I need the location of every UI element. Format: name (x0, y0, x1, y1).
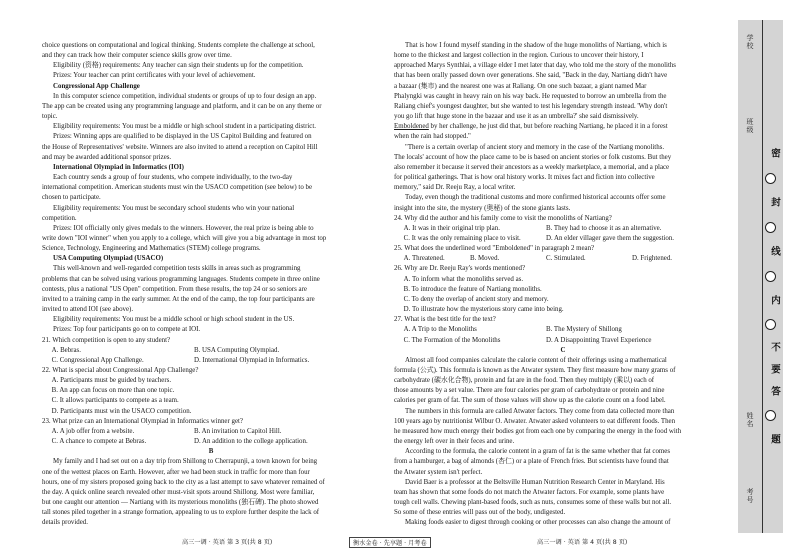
ring-marker (765, 319, 776, 330)
seal-char: 不 (769, 342, 780, 352)
options-row (42, 346, 380, 356)
text-line: Phalyngki was caught in heavy rain on his way back. He requested to borrow an umbrella from the (394, 92, 667, 100)
text-line: the energy left over in their feces and urine. (394, 438, 515, 446)
seal-char: 封 (769, 197, 780, 207)
text-line: and may be awarded additional sponsor prizes. (42, 153, 172, 161)
seal-char: 内 (769, 295, 780, 305)
text-line: This well-known and well-regarded competition tests skills in areas such as programming (53, 265, 301, 273)
text-line: Raliang chief's youngest daughter, but she wanted to test his legendary strength instead. 'Why don't (394, 102, 668, 110)
section-heading: USA Computing Olympiad (USACO) (53, 255, 164, 263)
options-row (394, 234, 732, 244)
option-b: B. They had to choose it as an alternative. (546, 224, 662, 232)
text-line: David Baer is a professor at the Beltsville Human Nutrition Research Center in Maryland. His (405, 478, 665, 486)
option-b: B. To introduce the feature of Nartiang monoliths. (403, 285, 542, 293)
text-line: that has been orally passed down over generations. She said, "Back in the day, Nartiang didn't have (394, 72, 668, 80)
text-line: write down "IOI winner" when you apply to a college, which will give you a big advantage in most top (42, 234, 327, 242)
option-c: C. Stimulated. (546, 255, 586, 263)
text-line: Making foods easier to digest through cooking or other processes can also change the amount of (405, 519, 671, 527)
text-line: one of the wettest places on Earth. However, after we had been stuck in traffic for more than four (42, 468, 310, 476)
ring-marker (765, 222, 776, 233)
text-line: approached Marys Synthlai, a village elder I met later that day, who told me the story of the monoliths (394, 62, 676, 70)
seal-char: 要 (769, 364, 780, 374)
left-column (42, 41, 380, 529)
option-b: B. An app can focus on more than one topic. (51, 387, 175, 395)
text-line: contests, plus a national "US Open" competition. From these results, the top 24 or so seniors are (42, 285, 307, 293)
option-b: B. The Mystery of Shillong (546, 326, 622, 334)
question-26: 26. Why are Dr. Reeju Ray's words mentioned? (394, 265, 526, 273)
text-line: the House of Representatives' website. Winners are also invited to attend a reception on Capitol Hill (42, 143, 318, 151)
question-25: 25. What does the underlined word "Emboldened" in paragraph 2 mean? (394, 245, 595, 253)
text-line: Prizes: Top four participants go on to compete at IOI. (53, 326, 201, 334)
text-line: According to the formula, the calorie content in a gram of fat is the same whether that fat comes (405, 448, 671, 456)
text-line: hours, one of my sisters proposed going back to the city as a last attempt to save whatever remained of (42, 478, 325, 486)
option-b: B. An invitation to Capitol Hill. (194, 427, 282, 435)
text-line: but one caught our attention — Nartiang with its mysterious monoliths (独石碑). The photo showed (42, 499, 319, 507)
text-line: "There is a certain overlap of ancient story and memory in the case of the Nartiang monoliths. (405, 143, 665, 151)
text-line: insight into the site, the mystery (奥秘) of the stone giants lasts. (394, 204, 571, 212)
text-line: tall stones piled together in a strange formation, appealing to us to explore further despite the lack of (42, 509, 320, 517)
options-row (394, 336, 732, 346)
text-line: formula (公式). This formula is known as the Atwater system. They first measure how many grams of (394, 367, 676, 374)
option-a: A. A job offer from a website. (51, 427, 135, 435)
option-a: A. Threatened. (403, 255, 445, 263)
option-c: C. The Formation of the Monoliths (403, 336, 501, 344)
options-row (394, 325, 732, 335)
option-d: D. Frightened. (632, 255, 672, 263)
text-line: Today, even though the traditional customs and more confirmed historical accounts offer some (405, 194, 666, 202)
option-d: D. To illustrate how the mysterious story came into being. (403, 306, 564, 314)
text-line: Almost all food companies calculate the calorie content of their offerings using a mathematical (405, 356, 667, 364)
option-a: A. Bebras. (51, 346, 81, 354)
option-d: D. An elder villager gave them the suggestion. (546, 234, 675, 242)
option-d: D. A Disappointing Travel Experience (546, 336, 652, 344)
text-line: Eligibility (资格) requirements: Any teacher can sign their students up for the competition. (53, 62, 304, 70)
ring-marker (765, 271, 776, 282)
text-line: a bazaar (集市) and the nearest one was at Raliang. On one such bazaar, a giant named Mar (394, 82, 647, 90)
exam-number-field-label: 考号 (746, 488, 754, 504)
text-line: Prizes: Winning apps are qualified to be displayed in the US Capitol Building and featured on (53, 133, 312, 141)
option-d: D. International Olympiad in Informatics. (194, 356, 310, 364)
binding-strip (738, 20, 783, 533)
text-line: 100 years ago by nutritionist Wilbur O. Atwater. Atwater asked volunteers to eat different foods. Then (394, 417, 676, 425)
text-line: home to the thickest and largest collection in the region. Curious to uncover their history, I (394, 52, 644, 60)
text-line: for political gatherings. That is how oral history works. It mixes fact and fiction into collective (394, 174, 655, 182)
text-line: you go lift that huge stone in the bazaar and use it as an umbrella?' she said dismissively. (394, 113, 639, 121)
option-c: C. It was the only remaining place to visit. (403, 234, 521, 242)
text-line: invited to a training camp in the early summer. At the end of the camp, the top four participants are (42, 295, 315, 303)
text-line: Prizes: IOI officially only gives medals to the winners. However, the real prize is being able to (53, 224, 314, 232)
text-line: That is how I found myself standing in the shadow of the huge monoliths of Nartiang, which is (405, 42, 667, 49)
options-row (394, 254, 732, 264)
text-line: chosen to participate. (42, 194, 101, 202)
text-line: problems that can be solved using various programming languages. Students compete in three online (42, 275, 320, 283)
option-b: B. USA Computing Olympiad. (194, 346, 280, 354)
seal-char: 题 (769, 434, 780, 444)
text-line: also remember it because it served their ancestors as a weekly marketplace, a memorial, and a place (394, 163, 670, 171)
option-d: D. Participants must win the USACO competition. (51, 407, 192, 415)
text-line: Science, Technology, Engineering and Mathematics (STEM) college programs. (42, 245, 261, 253)
text-line: international competition. American students must win the USACO competition (see below) to be (42, 184, 313, 192)
text-line: invited to attend IOI (see above). (42, 306, 134, 314)
question-22: 22. What is special about Congressional App Challenge? (42, 367, 199, 374)
text-line: So some of these entries will pass out of the body, undigested. (394, 509, 566, 517)
footer-page-4: 高三一调 · 英语 第 4 页(共 8 页) (537, 539, 628, 546)
option-c: C. It allows participants to compete as a team. (51, 397, 179, 405)
option-b: B. Moved. (470, 255, 500, 263)
text-line: calories per gram of fat. The sum of those values will show up as the calorie count on a food label. (394, 397, 666, 405)
text-line: The app can be created using any programming language and platform, and it can be on any theme or (42, 102, 322, 110)
question-24: 24. Why did the author and his family come to visit the monoliths of Nartiang? (394, 214, 612, 222)
seal-char: 线 (769, 246, 780, 256)
school-field-label: 学校 (746, 34, 754, 50)
section-heading: Congressional App Challenge (53, 82, 140, 90)
option-c: C. Congressional App Challenge. (51, 356, 144, 364)
text-line: topic. (42, 113, 58, 121)
text-line: In this computer science competition, individual students or groups of up to four design an app. (53, 92, 317, 100)
text-line: the day. A quick online search revealed other must-visit spots around Shillong. Most were familiar, (42, 488, 315, 496)
section-label-b: B (208, 448, 214, 456)
seal-char: 答 (769, 386, 780, 396)
text-line: when the rain had stopped." (394, 133, 471, 141)
text-line: and they can track how their computer science skills grow over time. (42, 52, 232, 60)
text-line: My family and I had set out on a day trip from Shillong to Cherrapunji, a town known for being (53, 458, 318, 466)
underlined-word: Emboldened (394, 123, 429, 131)
options-row (42, 356, 380, 366)
seal-line (762, 20, 763, 533)
question-21: 21. Which competition is open to any student? (42, 336, 171, 344)
option-c: C. A chance to compete at Bebras. (51, 438, 147, 446)
text-line: Each country sends a group of four students, who compete individually, to the two-day (53, 174, 293, 182)
text-line: memory," said Dr. Reeju Ray, a local writer. (394, 184, 516, 192)
text-line: tough cell walls. Chewing plant-based foods, such as nuts, consumes some of these walls but not all. (394, 499, 672, 507)
text-line: from a hamburger, a bag of almonds (杏仁) or a plate of French fries. But scientists have found that (394, 458, 669, 466)
question-23: 23. What prize can an International Olympiad in Informatics winner get? (42, 417, 243, 425)
text-line: Prizes: Your teacher can print certificates with your level of achievement. (53, 72, 256, 80)
text-line: details provided. (42, 519, 88, 527)
question-27: 27. What is the best title for the text? (394, 316, 496, 324)
text-line: choice questions on computational and logical thinking. Students complete the challenge at school, (42, 42, 315, 49)
text-line: the Atwater system isn't perfect. (394, 468, 483, 476)
name-field-label: 姓名 (746, 412, 754, 428)
text-line: Eligibility requirements: You must be a middle school or high school student in the US. (53, 316, 295, 324)
options-row (42, 427, 380, 437)
text-span: by her challenge, he just did that, but before reaching Nartiang, he placed it in a forest (428, 123, 668, 131)
footer-series-label: 衡水金卷 · 先享题 · 月考卷 (349, 537, 431, 548)
text-line: he measured how much energy their bodies got from each one by comparing the energy in the food with (394, 427, 682, 435)
option-a: A. It was in their original trip plan. (403, 224, 500, 232)
text-line: carbohydrate (碳水化合物), protein and fat are in the food. Then they multiply (乘以) each of (394, 377, 655, 385)
option-a: A. A Trip to the Monoliths (403, 326, 477, 334)
text-line (394, 122, 732, 132)
section-heading: International Olympiad in Informatics (IOI) (53, 163, 184, 171)
options-row (42, 437, 380, 447)
footer-page-3: 高三一调 · 英语 第 3 页(共 8 页) (182, 539, 273, 546)
ring-marker (765, 410, 776, 421)
seal-char: 密 (769, 148, 780, 158)
text-line: competition. (42, 214, 77, 222)
text-line: The numbers in this formula are called Atwater factors. They come from data collected more than (405, 407, 675, 415)
text-line: team has shown that some foods do not match the Atwater factors. For example, some plants have (394, 488, 665, 496)
text-line: Eligibility requirements: You must be a middle or high school student in a participating district. (53, 123, 316, 131)
section-label-c: C (560, 346, 566, 354)
option-a: A. Participants must be guided by teachers. (51, 377, 172, 385)
text-line: The locals' account of how the place came to be is based on ancient stories or folk customs. But they (394, 153, 672, 161)
text-line: Eligibility requirements: You must be secondary school students who win your national (53, 204, 295, 212)
text-line: those amounts by a set value. There are four calories per gram of carbohydrate or protein and nine (394, 387, 665, 395)
right-column (394, 41, 732, 529)
option-c: C. To deny the overlap of ancient story and memory. (403, 295, 549, 303)
ring-marker (765, 173, 776, 184)
option-d: D. An addition to the college application. (194, 438, 308, 446)
options-row (394, 224, 732, 234)
class-field-label: 班级 (746, 118, 754, 134)
option-a: A. To inform what the monoliths served as. (403, 275, 524, 283)
